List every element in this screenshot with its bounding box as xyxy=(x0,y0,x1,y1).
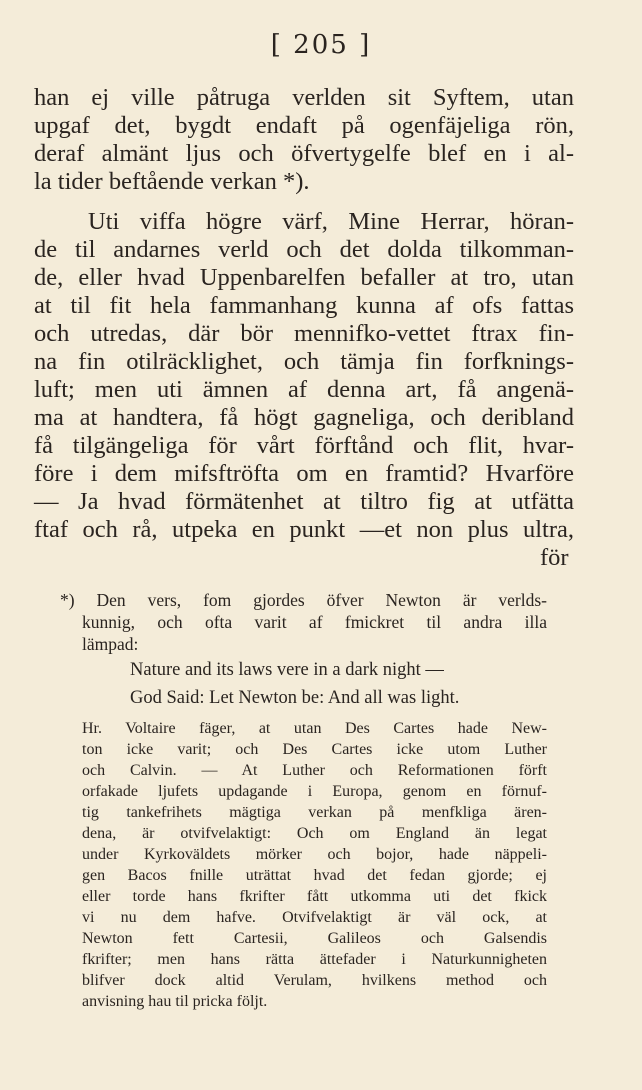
text-line: luft; men uti ämnen af denna art, få angenä- xyxy=(34,376,574,403)
text-line: före i dem mifsftröfta om en framtid? Hvarföre xyxy=(34,460,574,487)
footnote-line: Hr. Voltaire fäger, at utan Des Cartes hade New- xyxy=(82,720,547,737)
text-line: och utredas, där bör mennifko-vettet ftrax fin- xyxy=(34,320,574,347)
page-number: [ 205 ] xyxy=(270,30,372,60)
footnote-line: *) Den vers, fom gjordes öfver Newton är verlds- xyxy=(60,590,547,610)
text-line: — Ja hvad förmätenhet at tiltro fig at utfätta xyxy=(34,488,574,515)
verse-line: Nature and its laws vere in a dark night — xyxy=(130,660,444,680)
footnote-line: tig tankefrihets mägtiga verkan på menfkliga ären- xyxy=(82,804,547,821)
footnote-line: dena, är otvifvelaktigt: Och om England än legat xyxy=(82,825,547,842)
footnote-line: eller torde hans fkrifter fått utkomma uti det fkick xyxy=(82,888,547,905)
text-line: ma at handtera, få högt gagneliga, och deribland xyxy=(34,404,574,431)
text-line: Uti viffa högre värf, Mine Herrar, höran- xyxy=(88,208,574,235)
text-line: ftaf och rå, utpeka en punkt —et non plus ultra, xyxy=(34,516,574,543)
footnote-line: blifver dock altid Verulam, hvilkens method och xyxy=(82,972,547,989)
text-line: upgaf det, bygdt endaft på ogenfäjeliga rön, xyxy=(34,112,574,139)
footnote-line: anvisning hau til pricka följt. xyxy=(82,993,268,1010)
text-line: de til andarnes verld och det dolda tilkomman- xyxy=(34,236,574,263)
footnote-line: lämpad: xyxy=(82,634,139,654)
footnote-line: ton icke varit; och Des Cartes icke utom Luther xyxy=(82,741,547,758)
text-line: na fin otilräcklighet, och tämja fin forfknings- xyxy=(34,348,574,375)
verse-line: God Said: Let Newton be: And all was light. xyxy=(130,688,460,708)
text-line: han ej ville påtruga verlden sit Syftem, utan xyxy=(34,84,574,111)
text-line: la tider beftående verkan *). xyxy=(34,168,310,195)
footnote-line: orfakade ljufets updagande i Europa, genom en förnuf- xyxy=(82,783,547,800)
catchword: för xyxy=(540,544,569,571)
footnote-line: kunnig, och ofta varit af fmickret til andra illa xyxy=(82,612,547,632)
footnote-line: under Kyrkoväldets mörker och bojor, hade näppeli- xyxy=(82,846,547,863)
text-line: få tilgängeliga för vårt förftånd och flit, hvar- xyxy=(34,432,574,459)
text-line: deraf almänt ljus och öfvertygelfe blef en i al- xyxy=(34,140,574,167)
footnote-line: gen Bacos fnille uträttat hvad det fedan gjorde; ej xyxy=(82,867,547,884)
footnote-line: fkrifter; men hans rätta ättefader i Naturkunnigheten xyxy=(82,951,547,968)
footnote-line: och Calvin. — At Luther och Reformationen förft xyxy=(82,762,547,779)
text-line: at til fit hela fammanhang kunna af ofs fattas xyxy=(34,292,574,319)
footnote-line: vi nu dem hafve. Otvifvelaktigt är väl ock, at xyxy=(82,909,547,926)
footnote-line: Newton fett Cartesii, Galileos och Galsendis xyxy=(82,930,547,947)
text-line: de, eller hvad Uppenbarelfen befaller at tro, utan xyxy=(34,264,574,291)
